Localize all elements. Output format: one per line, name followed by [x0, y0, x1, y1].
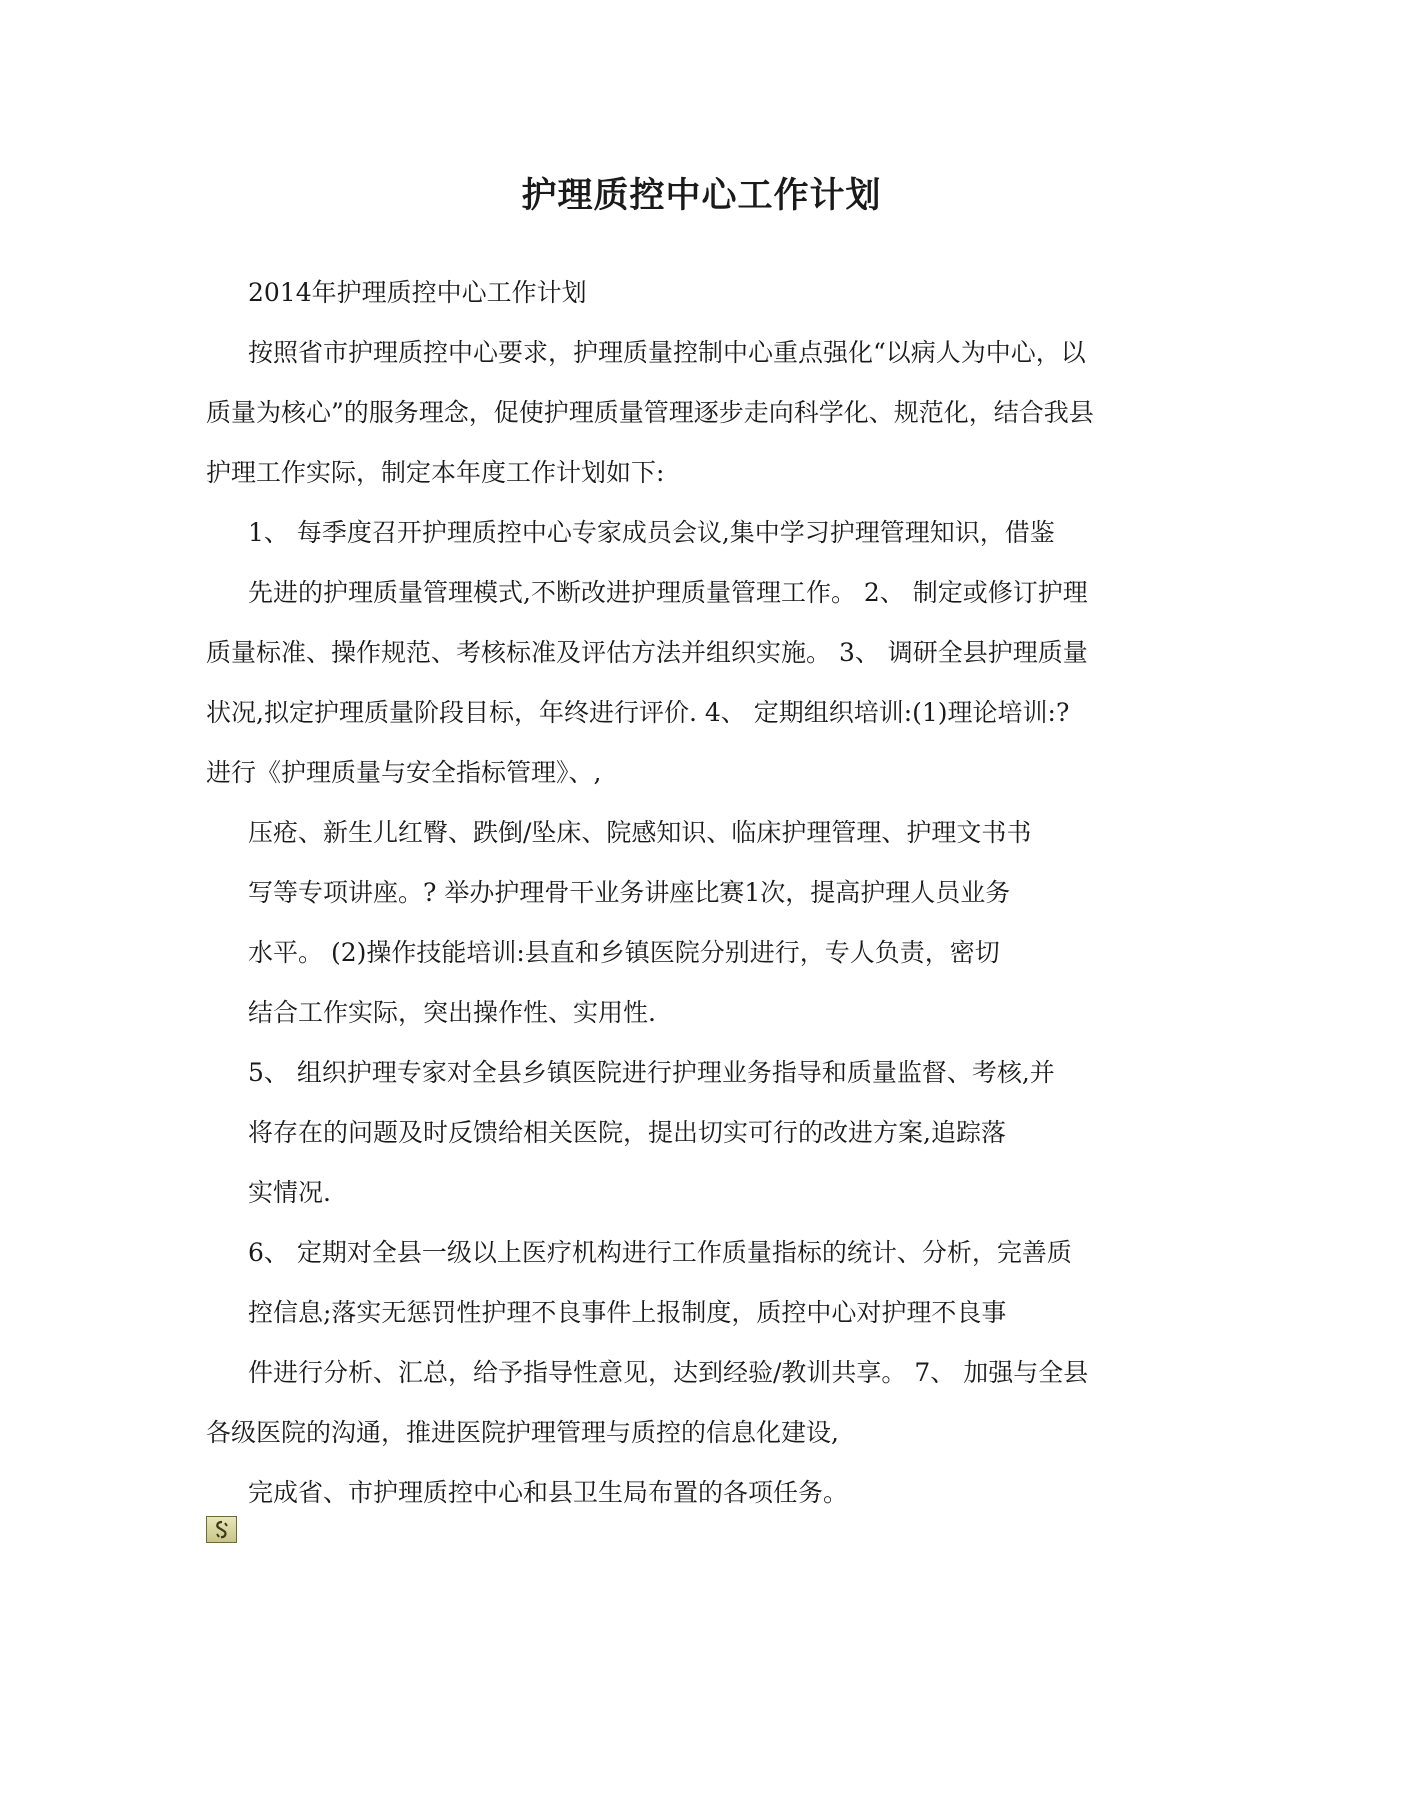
document-link-icon	[212, 1520, 232, 1540]
text-line: 质量为核心”的服务理念，促使护理质量管理逐步走向科学化、规范化，结合我县	[206, 398, 1094, 427]
text-line: 6、 定期对全县一级以上医疗机构进行工作质量指标的统计、分析，完善质	[248, 1238, 1072, 1267]
text-line: 1、 每季度召开护理质控中心专家成员会议,集中学习护理管理知识，借鉴	[248, 518, 1055, 547]
text-line: 先进的护理质量管理模式,不断改进护理质量管理工作。 2、 制定或修订护理	[248, 578, 1088, 607]
embedded-document-icon[interactable]	[206, 1516, 237, 1543]
text-line: 完成省、市护理质控中心和县卫生局布置的各项任务。	[248, 1478, 849, 1507]
text-line: 控信息;落实无惩罚性护理不良事件上报制度，质控中心对护理不良事	[248, 1298, 1007, 1327]
text-line: 水平。 (2)操作技能培训:县直和乡镇医院分别进行，专人负责，密切	[248, 938, 1000, 967]
text-line: 将存在的问题及时反馈给相关医院，提出切实可行的改进方案,追踪落	[248, 1118, 1006, 1147]
text-line: 压疮、新生儿红臀、跌倒/坠床、院感知识、临床护理管理、护理文书书	[248, 818, 1032, 847]
document-title: 护理质控中心工作计划	[521, 175, 882, 216]
text-line: 各级医院的沟通，推进医院护理管理与质控的信息化建设,	[206, 1418, 839, 1447]
text-line: 按照省市护理质控中心要求，护理质量控制中心重点强化“以病人为中心，以	[248, 338, 1086, 367]
text-line: 进行《护理质量与安全指标管理》、,	[206, 758, 602, 787]
text-line: 结合工作实际，突出操作性、实用性.	[248, 998, 656, 1027]
text-line: 状况,拟定护理质量阶段目标，年终进行评价. 4、 定期组织培训:(1)理论培训:?	[206, 698, 1070, 727]
text-line: 件进行分析、汇总，给予指导性意见，达到经验/教训共享。 7、 加强与全县	[248, 1358, 1089, 1387]
text-line: 护理工作实际，制定本年度工作计划如下:	[206, 458, 665, 487]
text-line: 写等专项讲座。? 举办护理骨干业务讲座比赛1次，提高护理人员业务	[248, 878, 1011, 907]
text-line: 质量标准、操作规范、考核标准及评估方法并组织实施。 3、 调研全县护理质量	[206, 638, 1088, 667]
text-line: 2014年护理质控中心工作计划	[248, 278, 587, 307]
text-line: 5、 组织护理专家对全县乡镇医院进行护理业务指导和质量监督、考核,并	[248, 1058, 1055, 1087]
text-line: 实情况.	[248, 1178, 331, 1207]
